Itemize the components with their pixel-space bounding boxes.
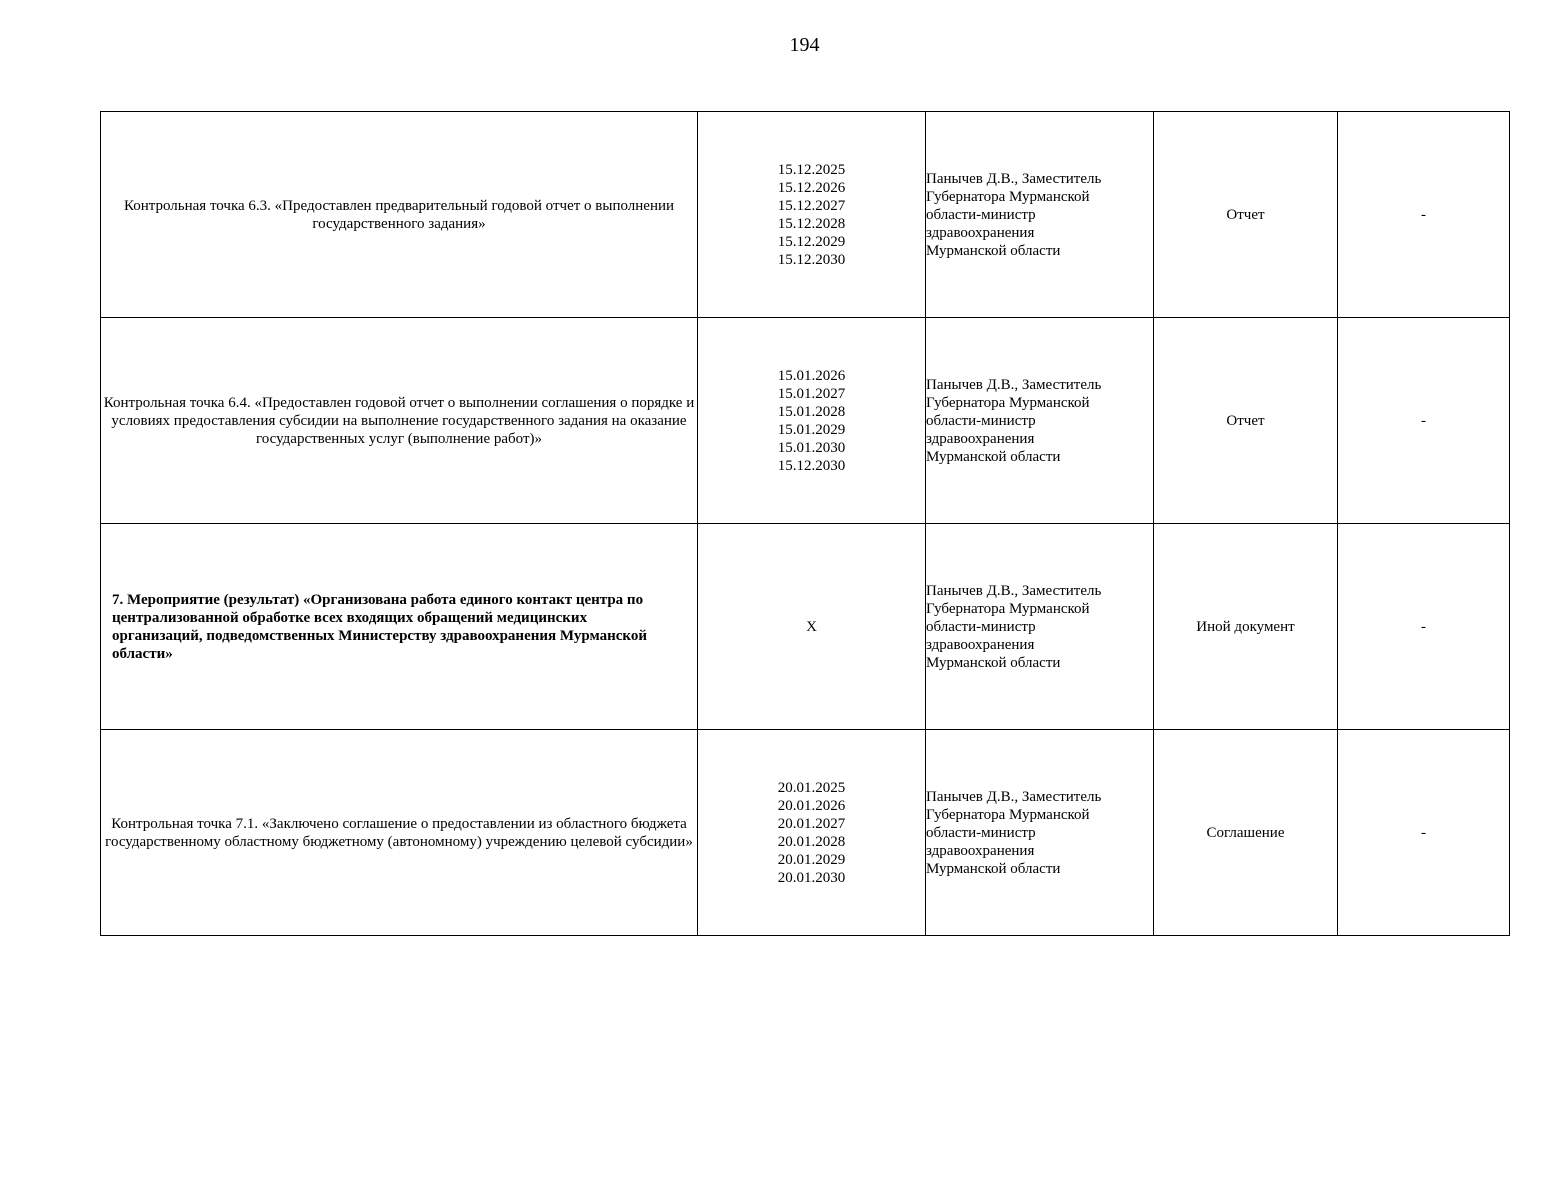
deadline-date: 15.12.2030 bbox=[777, 457, 846, 474]
table-row bbox=[101, 112, 1510, 318]
deadline-date: 15.12.2029 bbox=[777, 233, 846, 250]
responsible-line: области-министр bbox=[926, 412, 1036, 429]
control-points-table bbox=[100, 111, 1510, 936]
deadline-date: 15.12.2026 bbox=[777, 179, 846, 196]
responsible-line: области-министр bbox=[926, 824, 1036, 841]
deadline-date: 15.12.2030 bbox=[777, 251, 846, 268]
responsible-line: здравоохранения bbox=[926, 636, 1035, 653]
document-type-cell: Отчет bbox=[1154, 318, 1338, 524]
deadline-date: 20.01.2027 bbox=[777, 815, 846, 832]
deadline-date: 20.01.2025 bbox=[777, 779, 846, 796]
responsible-line: здравоохранения bbox=[926, 842, 1035, 859]
responsible-line: Губернатора Мурманской bbox=[926, 600, 1090, 617]
deadline-date: 15.01.2028 bbox=[777, 403, 846, 420]
responsible-cell bbox=[926, 112, 1154, 318]
deadline-date: 15.01.2030 bbox=[777, 439, 846, 456]
responsible-line: Мурманской области bbox=[926, 242, 1061, 259]
note-cell: - bbox=[1338, 112, 1510, 318]
responsible-line: Панычев Д.В., Заместитель bbox=[926, 582, 1102, 599]
deadline-date: 15.12.2025 bbox=[777, 161, 846, 178]
deadline-date: 20.01.2028 bbox=[777, 833, 846, 850]
responsible-line: Панычев Д.В., Заместитель bbox=[926, 170, 1102, 187]
deadline-date: 20.01.2029 bbox=[777, 851, 846, 868]
responsible-line: Панычев Д.В., Заместитель bbox=[926, 788, 1102, 805]
responsible-cell bbox=[926, 730, 1154, 936]
table-row bbox=[101, 318, 1510, 524]
deadline-date: X bbox=[806, 618, 817, 635]
responsible-line: Панычев Д.В., Заместитель bbox=[926, 376, 1102, 393]
responsible-cell bbox=[926, 524, 1154, 730]
deadline-date: 15.01.2027 bbox=[777, 385, 846, 402]
responsible-line: Губернатора Мурманской bbox=[926, 188, 1090, 205]
deadline-date: 20.01.2030 bbox=[777, 869, 846, 886]
responsible-line: здравоохранения bbox=[926, 224, 1035, 241]
document-type-cell: Иной документ bbox=[1154, 524, 1338, 730]
note-cell: - bbox=[1338, 318, 1510, 524]
document-type-cell: Отчет bbox=[1154, 112, 1338, 318]
deadline-date: 15.12.2027 bbox=[777, 197, 846, 214]
deadline-dates-cell bbox=[698, 112, 926, 318]
event-title-cell: Контрольная точка 7.1. «Заключено соглашение о предоставлении из областного бюджета государственному областному бюджетному (автономному) учреждению целевой субсидии» bbox=[101, 730, 698, 936]
event-title-cell: Контрольная точка 6.3. «Предоставлен предварительный годовой отчет о выполнении государственного задания» bbox=[101, 112, 698, 318]
deadline-date: 15.01.2026 bbox=[777, 367, 846, 384]
responsible-line: Губернатора Мурманской bbox=[926, 806, 1090, 823]
event-title-cell: 7. Мероприятие (результат) «Организована работа единого контакт центра по централизованной обработке всех входящих обращений медицинских организаций, подведомственных Министерству здравоохранения Мурманской области» bbox=[101, 524, 698, 730]
document-type-cell: Соглашение bbox=[1154, 730, 1338, 936]
responsible-line: Мурманской области bbox=[926, 654, 1061, 671]
deadline-date: 20.01.2026 bbox=[777, 797, 846, 814]
responsible-line: здравоохранения bbox=[926, 430, 1035, 447]
event-title-cell: Контрольная точка 6.4. «Предоставлен годовой отчет о выполнении соглашения о порядке и условиях предоставления субсидии на выполнение государственного задания на оказание государственных услуг (выполнение работ)» bbox=[101, 318, 698, 524]
page-number: 194 bbox=[789, 34, 820, 56]
responsible-line: Мурманской области bbox=[926, 448, 1061, 465]
note-cell: - bbox=[1338, 730, 1510, 936]
note-cell: - bbox=[1338, 524, 1510, 730]
deadline-dates-cell bbox=[698, 524, 926, 730]
responsible-cell bbox=[926, 318, 1154, 524]
responsible-line: области-министр bbox=[926, 618, 1036, 635]
responsible-line: Мурманской области bbox=[926, 860, 1061, 877]
table-row bbox=[101, 524, 1510, 730]
table-row bbox=[101, 730, 1510, 936]
deadline-dates-cell bbox=[698, 318, 926, 524]
deadline-date: 15.12.2028 bbox=[777, 215, 846, 232]
deadline-dates-cell bbox=[698, 730, 926, 936]
responsible-line: Губернатора Мурманской bbox=[926, 394, 1090, 411]
deadline-date: 15.01.2029 bbox=[777, 421, 846, 438]
responsible-line: области-министр bbox=[926, 206, 1036, 223]
